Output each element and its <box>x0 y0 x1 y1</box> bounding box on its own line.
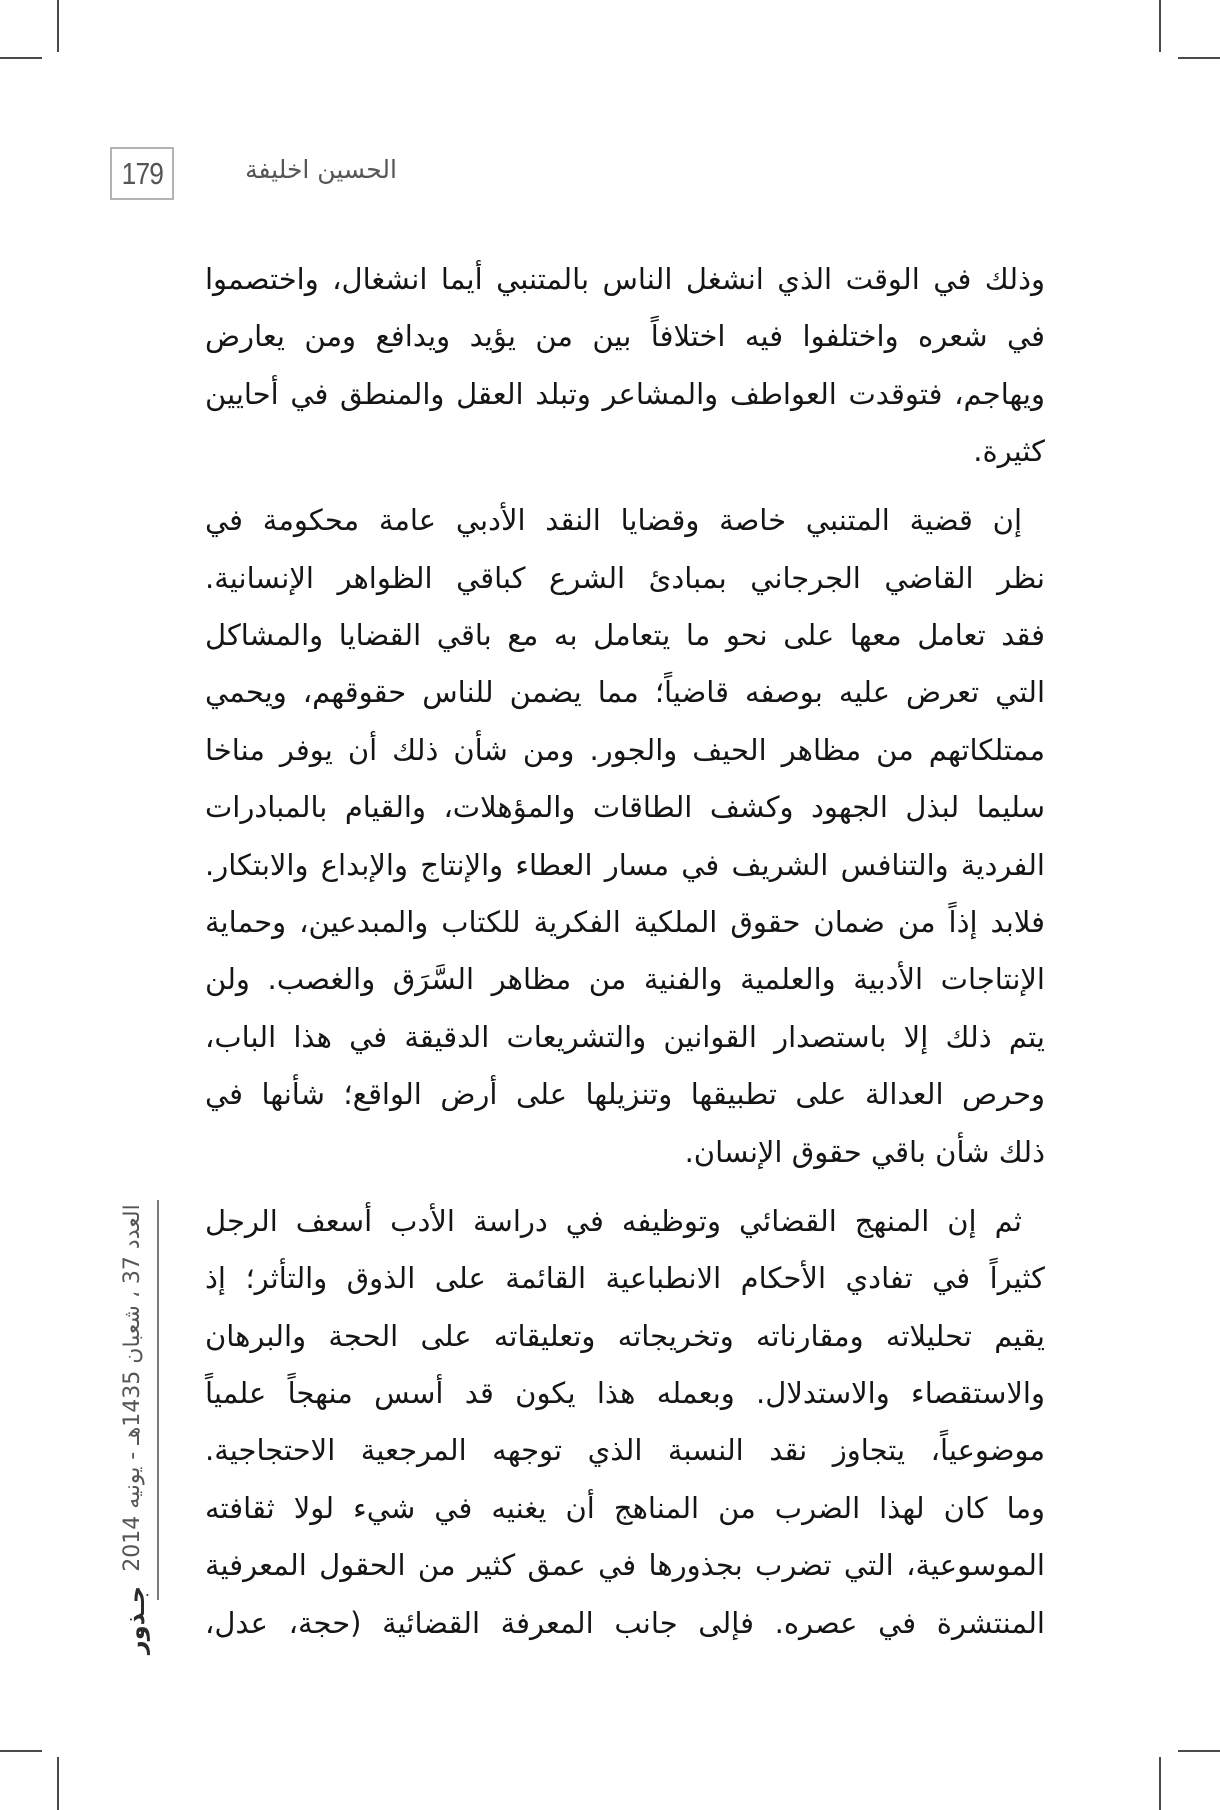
crop-mark <box>1159 1757 1161 1810</box>
text-line: فقد تعامل معها على نحو ما يتعامل به مع باقي القضايا والمشاكل <box>205 618 1045 653</box>
text-line: الفردية والتنافس الشريف في مسار العطاء والإنتاج والإبداع والابتكار. <box>205 847 1045 882</box>
text-line: ثم إن المنهج القضائي وتوظيفه في دراسة الأدب أسعف الرجل <box>205 1203 1022 1238</box>
text-line: سليما لبذل الجهود وكشف الطاقات والمؤهلات، والقيام بالمبادرات <box>205 790 1045 825</box>
paragraph <box>205 1193 1045 1652</box>
text-line: وما كان لهذا الضرب من المناهج أن يغنيه في شيء لولا ثقافته <box>205 1490 1045 1525</box>
text-line: يقيم تحليلاته ومقارناته وتخريجاته وتعليقاته على الحجة والبرهان <box>205 1318 1045 1353</box>
text-line: يتم ذلك إلا باستصدار القوانين والتشريعات الدقيقة في هذا الباب، <box>205 1019 1045 1054</box>
crop-mark <box>1159 0 1161 52</box>
body-text <box>205 251 1045 1664</box>
text-line: ويهاجم، فتوقدت العواطف والمشاعر وتبلد العقل والمنطق في أحايين <box>205 376 1045 411</box>
paragraph <box>205 492 1045 1181</box>
text-line: الإنتاجات الأدبية والعلمية والفنية من مظاهر السَّرَق والغصب. ولن <box>205 962 1045 997</box>
text-line: وحرص العدالة على تطبيقها وتنزيلها على أرض الواقع؛ شأنها في <box>205 1077 1045 1112</box>
text-line: موضوعياً، يتجاوز نقد النسبة الذي توجهه المرجعية الاحتجاجية. <box>205 1433 1045 1468</box>
issue-info: العدد 37 ، شعبان 1435هـ - يونيه 2014 <box>120 1204 145 1572</box>
text-line: فلابد إذاً من ضمان حقوق الملكية الفكرية للكتاب والمبدعين، وحماية <box>205 905 1045 940</box>
text-line: ممتلكاتهم من مظاهر الحيف والجور. ومن شأن ذلك أن يوفر مناخا <box>205 732 1045 767</box>
text-line: إن قضية المتنبي خاصة وقضايا النقد الأدبي عامة محكومة في <box>205 503 1022 538</box>
running-head-author: الحسين اخليفة <box>245 155 397 184</box>
journal-logo: جـذور <box>122 1585 150 1655</box>
text-line: ذلك شأن باقي حقوق الإنسان. <box>684 1134 1045 1169</box>
paragraph <box>205 251 1045 481</box>
text-line: الموسوعية، التي تضرب بجذورها في عمق كثير من الحقول المعرفية <box>205 1548 1045 1583</box>
text-line: والاستقصاء والاستدلال. وبعمله هذا يكون قد أسس منهجاً علمياً <box>205 1375 1045 1410</box>
page-number-box <box>110 147 174 200</box>
crop-mark <box>1178 1750 1220 1752</box>
text-line: المنتشرة في عصره. فإلى جانب المعرفة القضائية (حجة، عدل، <box>205 1605 1045 1640</box>
text-line: التي تعرض عليه بوصفه قاضياً؛ مما يضمن للناس حقوقهم، ويحمي <box>205 675 1045 710</box>
side-rule <box>157 1200 159 1600</box>
text-line: وذلك في الوقت الذي انشغل الناس بالمتنبي أيما انشغال، واختصموا <box>205 262 1045 296</box>
crop-mark <box>0 57 42 59</box>
text-line: نظر القاضي الجرجاني بمبادئ الشرع كباقي الظواهر الإنسانية. <box>205 560 1045 595</box>
text-line: كثيرة. <box>973 434 1045 469</box>
text-line: كثيراً في تفادي الأحكام الانطباعية القائمة على الذوق والتأثر؛ إذ <box>205 1261 1045 1296</box>
crop-mark <box>57 1757 59 1810</box>
crop-mark <box>1178 57 1220 59</box>
text-line: في شعره واختلفوا فيه اختلافاً بين من يؤيد ويدافع ومن يعارض <box>205 319 1045 354</box>
crop-mark <box>57 0 59 52</box>
crop-mark <box>0 1750 42 1752</box>
page-number: 179 <box>121 156 163 191</box>
